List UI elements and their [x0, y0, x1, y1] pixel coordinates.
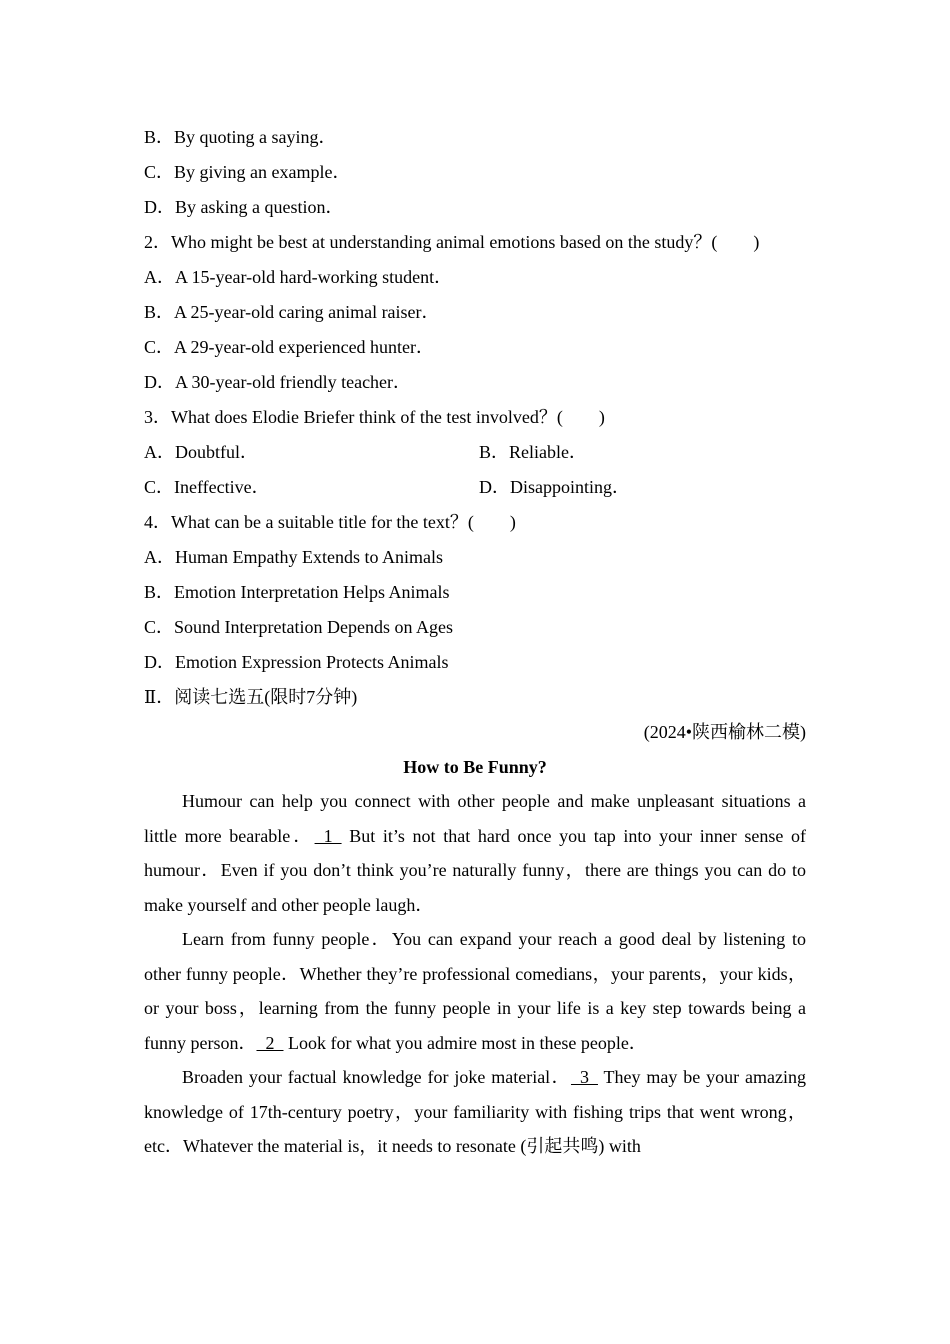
q3-options-row-2: [144, 470, 806, 505]
paragraph-3: [144, 1060, 806, 1164]
q2-option-a: A．A 15-year-old hard-working student．: [144, 267, 453, 287]
q1-option-d: D．By asking a question．: [144, 197, 344, 217]
paragraph-2-text-b: Look for what you admire most in these people．: [283, 1032, 647, 1053]
document-page: [144, 120, 806, 1164]
paragraph-2: [144, 922, 806, 1060]
section-heading: Ⅱ．阅读七选五(限时7分钟): [144, 687, 358, 707]
q3-option-b: B．Reliable．: [479, 442, 587, 462]
q2-stem: 2．Who might be best at understanding animal emotions based on the study？( ): [144, 232, 760, 252]
paragraph-1: [144, 784, 806, 922]
q3-option-d: D．Disappointing．: [479, 477, 630, 497]
paragraph-3-text-a: Broaden your factual knowledge for joke material．: [182, 1067, 571, 1087]
q3-option-a: A．Doubtful．: [144, 442, 258, 462]
paragraph-3-text-b: They may be your amazing knowledge of 17th-century poetry，your familiarity with fishing trips that went wrong，etc．Whatever the material is，it needs to resonate (引起共鸣) with: [144, 1067, 807, 1156]
passage-title: How to Be Funny?: [403, 757, 547, 777]
q3-stem: 3．What does Elodie Briefer think of the test involved？( ): [144, 407, 605, 427]
source-note: (2024•陕西榆林二模): [643, 722, 806, 742]
q2-option-c: C．A 29-year-old experienced hunter．: [144, 337, 435, 357]
q3-options-row-1: [144, 435, 806, 470]
blank-1: 1: [314, 825, 342, 846]
q4-option-c: C．Sound Interpretation Depends on Ages: [144, 617, 453, 637]
blank-2: 2: [256, 1032, 284, 1053]
q2-option-d: D．A 30-year-old friendly teacher．: [144, 372, 412, 392]
q1-option-b: B．By quoting a saying．: [144, 127, 337, 147]
q3-option-c: C．Ineffective．: [144, 477, 270, 497]
q4-option-d: D．Emotion Expression Protects Animals: [144, 652, 449, 672]
q4-option-a: A．Human Empathy Extends to Animals: [144, 547, 443, 567]
blank-3: 3: [570, 1067, 598, 1087]
paragraph-1-text-a: Humour can help you connect with other people and make unpleasant situations a little more bearable．: [144, 791, 806, 846]
paragraph-1-text-b: But it’s not that hard once you tap into your inner sense of humour．Even if you don’t think you’re naturally funny，there are things you can do to make yourself and other people laugh．: [144, 825, 807, 915]
q4-option-b: B．Emotion Interpretation Helps Animals: [144, 582, 450, 602]
q4-stem: 4．What can be a suitable title for the text？( ): [144, 512, 516, 532]
q2-option-b: B．A 25-year-old caring animal raiser．: [144, 302, 440, 322]
paragraph-2-text-a: Learn from funny people．You can expand your reach a good deal by listening to other funny people．Whether they’re professional comedians，your parents，your kids，or your boss，learning from the funny people in your life is a key step towards being a funny person．: [144, 929, 806, 1053]
q1-option-c: C．By giving an example．: [144, 162, 351, 182]
